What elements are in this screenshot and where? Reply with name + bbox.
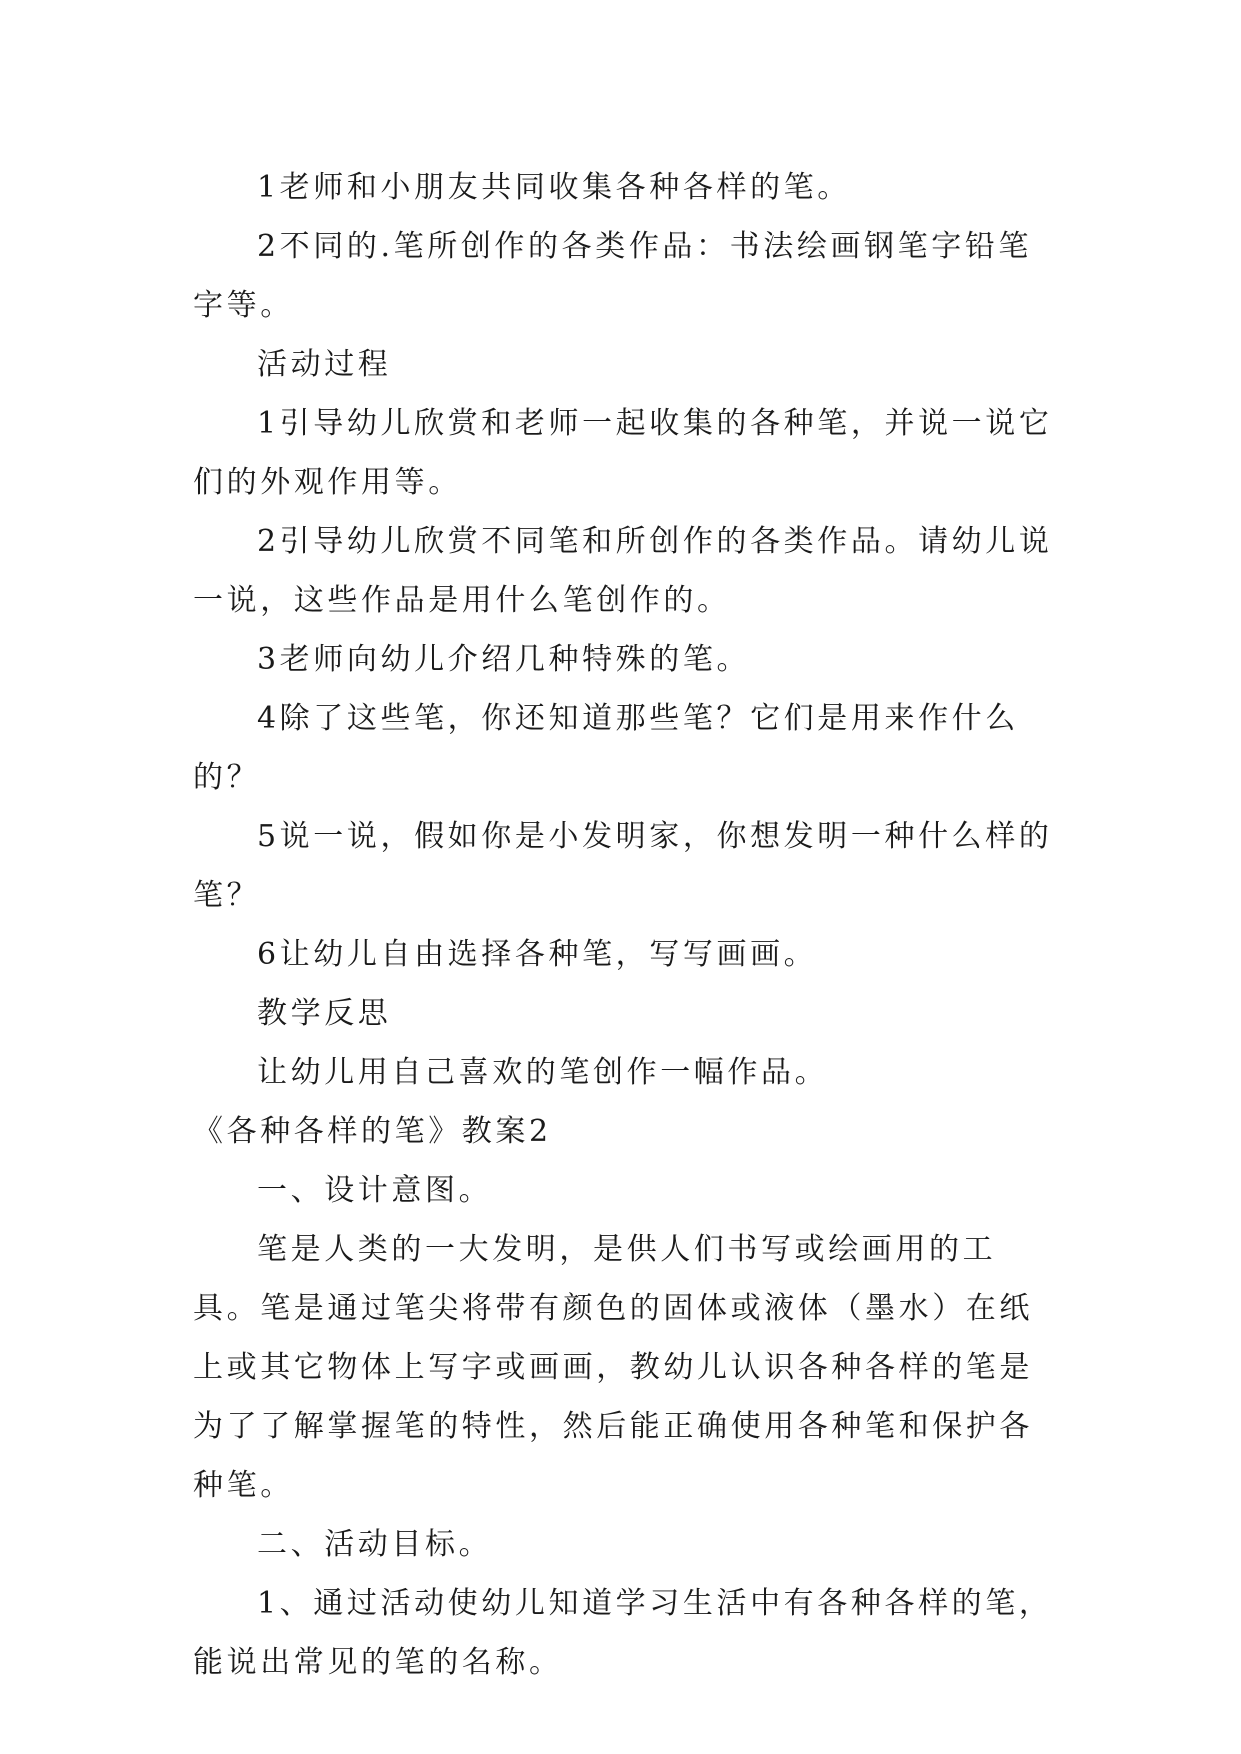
- lesson-plan-title: 《各种各样的笔》教案2: [193, 1114, 552, 1149]
- paragraph-step-2: 2引导幼儿欣赏不同笔和所创作的各类作品。请幼儿说一说，这些作品是用什么笔创作的。: [193, 524, 1053, 618]
- paragraph-goal-1: 1、通过活动使幼儿知道学习生活中有各种各样的笔，能说出常见的笔的名称。: [193, 1586, 1053, 1680]
- paragraph-step-1: 1引导幼儿欣赏和老师一起收集的各种笔，并说一说它们的外观作用等。: [193, 406, 1053, 500]
- paragraph-step-4: 4除了这些笔，你还知道那些笔？它们是用来作什么的？: [193, 701, 1019, 795]
- paragraph-step-3: 3老师向幼儿介绍几种特殊的笔。: [257, 642, 751, 677]
- paragraph-reflection: 让幼儿用自己喜欢的笔创作一幅作品。: [257, 1055, 829, 1090]
- paragraph-works-by-pens: 2不同的.笔所创作的各类作品：书法绘画钢笔字铅笔字等。: [193, 229, 1033, 323]
- paragraph-design-intent: 笔是人类的一大发明，是供人们书写或绘画用的工具。笔是通过笔尖将带有颜色的固体或液体（墨水）在纸上或其它物体上写字或画画，教幼儿认识各种各样的笔是为了了解掌握笔的特性，然后能正确使用各种笔和保护各种笔。: [193, 1232, 1033, 1503]
- section-heading-design-intent: 一、设计意图。: [257, 1173, 493, 1208]
- paragraph-step-5: 5说一说，假如你是小发明家，你想发明一种什么样的笔？: [193, 819, 1053, 913]
- paragraph-step-6: 6让幼儿自由选择各种笔，写写画画。: [257, 937, 818, 972]
- section-heading-teaching-reflection: 教学反思: [257, 996, 392, 1031]
- section-heading-activity-goals: 二、活动目标。: [257, 1527, 493, 1562]
- paragraph-collect-pens: 1老师和小朋友共同收集各种各样的笔。: [257, 170, 851, 205]
- document-body: [193, 158, 1053, 1692]
- section-heading-activity-process: 活动过程: [257, 347, 392, 382]
